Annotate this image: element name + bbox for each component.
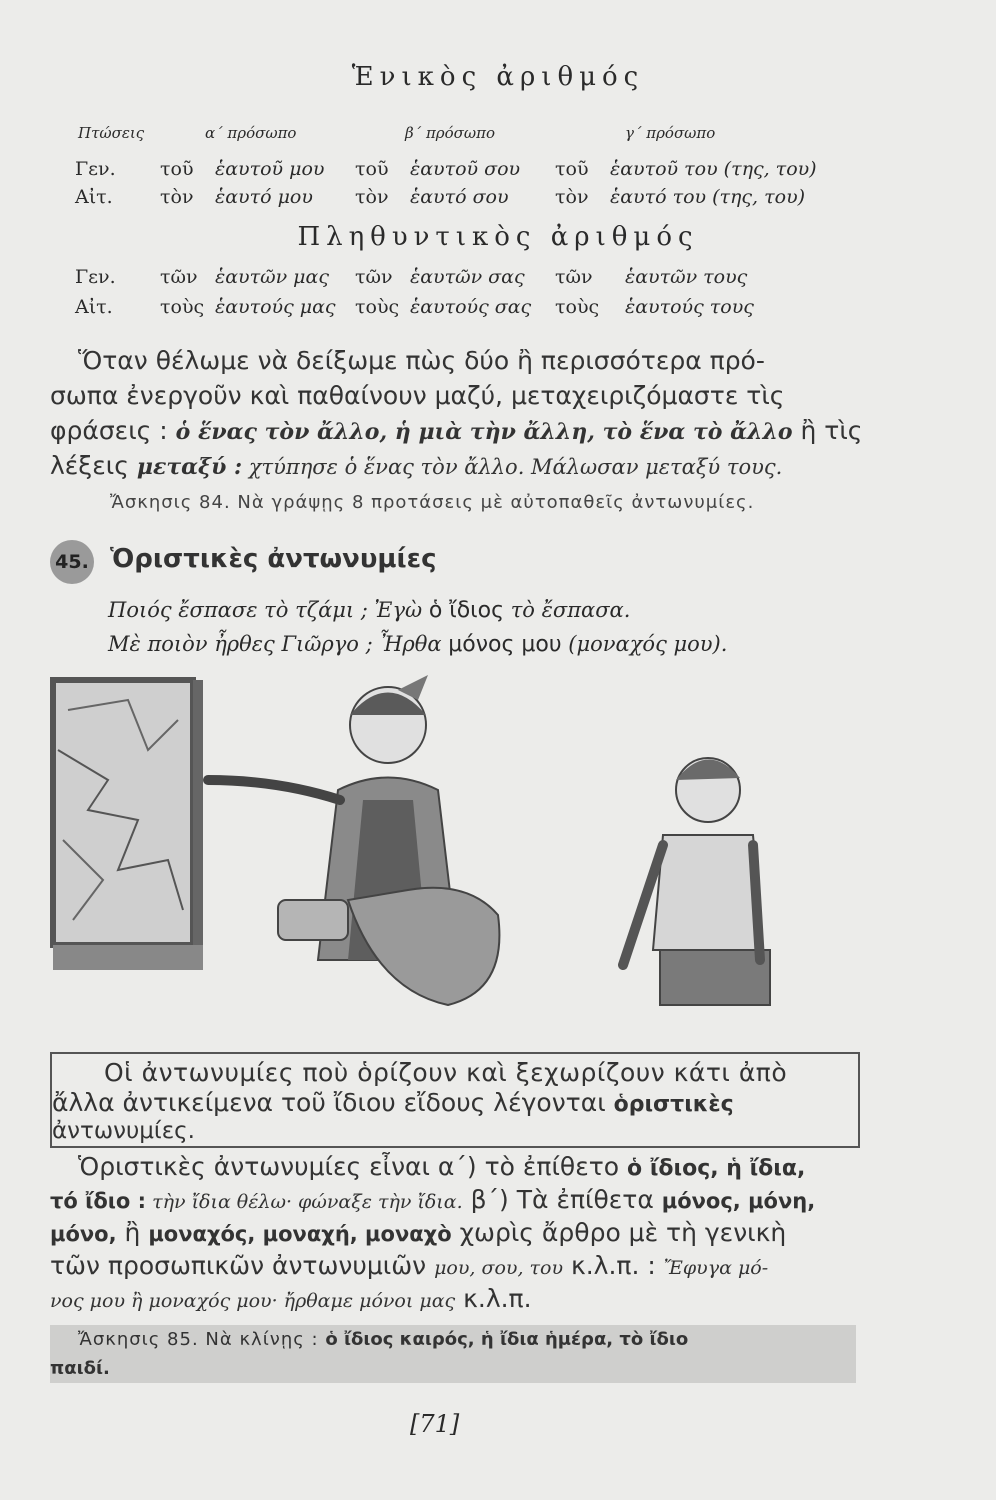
section-title: Ὁριστικὲς ἀντωνυμίες <box>110 544 437 574</box>
text-span: Ἄσκησις 85. Νὰ κλίνῃς : <box>78 1329 326 1350</box>
pronoun: ἑαυτῶν σας <box>410 266 525 288</box>
bold-phrase: ὁριστικὲς <box>613 1092 734 1117</box>
article: τοὺς <box>160 296 205 318</box>
table-row <box>75 296 754 318</box>
text-span: φράσεις : <box>50 416 176 445</box>
pronoun: ἑαυτοῦ σου <box>410 158 521 180</box>
second-person-header: β΄ πρόσωπο <box>405 124 496 142</box>
paragraph-line <box>50 451 782 480</box>
pronoun: ἑαυτό μου <box>215 186 313 208</box>
pronoun: ἑαυτῶν τους <box>625 266 748 288</box>
text-span: λέξεις <box>50 451 137 480</box>
text-span: ἢ <box>116 1218 149 1247</box>
pronoun: ἑαυτοῦ του (της, του) <box>610 158 817 180</box>
third-person-header: γ΄ πρόσωπο <box>625 124 716 142</box>
paragraph-line <box>50 1218 786 1247</box>
exercise-85-continued: παιδί. <box>50 1358 110 1379</box>
section-number-badge: 45. <box>50 540 94 584</box>
highlight-phrase: ὁ ἴδιος <box>428 598 505 623</box>
article: τῶν <box>160 266 198 288</box>
paragraph-line <box>50 1185 815 1214</box>
exercise-85 <box>78 1329 688 1350</box>
text-span: τῶν προσωπικῶν ἀντωνυμιῶν <box>50 1251 435 1280</box>
bold-phrase: μόνο, <box>50 1222 117 1246</box>
text-span: κ.λ.π. <box>455 1284 532 1313</box>
italic-example: τὴν ἴδια θέλω· φώναξε τὴν ἴδια. <box>146 1191 463 1213</box>
article: τὸν <box>555 186 589 208</box>
paragraph-line <box>50 1251 768 1280</box>
exercise-84: Ἄσκησις 84. Νὰ γράψῃς 8 προτάσεις μὲ αὐτοπαθεῖς ἀντωνυμίες. <box>110 492 755 513</box>
pronoun: ἑαυτοῦ μου <box>215 158 325 180</box>
text-span: Ὁριστικὲς ἀντωνυμίες εἶναι α΄) τὸ ἐπίθετο <box>78 1152 628 1181</box>
example-line <box>108 632 727 657</box>
bold-phrase: ὁ ἴδιος καιρός, ἡ ἴδια ἡμέρα, τὸ ἴδιο <box>325 1329 689 1350</box>
italic-example: Ἔφυγα μό- <box>663 1257 769 1279</box>
highlight-phrase: μόνος μου <box>448 632 562 657</box>
paragraph-line: Ὅταν θέλωμε νὰ δείξωμε πὼς δύο ἢ περισσότερα πρό- <box>78 346 765 375</box>
article: τοὺς <box>355 296 400 318</box>
paragraph-line: σωπα ἐνεργοῦν καὶ παθαίνουν μαζύ, μεταχειριζόμαστε τὶς <box>50 381 785 410</box>
text-span: τὸ ἔσπασα. <box>504 598 631 622</box>
pronoun: ἑαυτῶν μας <box>215 266 329 288</box>
bold-phrase: τό ἴδιο : <box>50 1189 147 1213</box>
pronoun: ἑαυτούς τους <box>625 296 754 318</box>
italic-example: μου, σου, του <box>434 1257 564 1279</box>
definition-line: ἀντωνυμίες. <box>52 1118 195 1144</box>
paragraph-line <box>50 1284 532 1313</box>
pronoun: ἑαυτό του (της, του) <box>610 186 806 208</box>
plural-title: Πληθυντικὸς ἀριθμός <box>297 222 699 252</box>
definition-line <box>52 1088 734 1117</box>
text-span: ἄλλα ἀντικείμενα τοῦ ἴδιου εἴδους λέγονται <box>52 1088 614 1117</box>
text-span: χωρὶς ἄρθρο μὲ τὴ γενικὴ <box>451 1218 787 1247</box>
text-span: Μὲ ποιὸν ἦρθες Γιῶργο ; Ἦρθα <box>108 632 449 656</box>
cases-header: Πτώσεις <box>78 124 145 142</box>
paragraph-line <box>78 1152 805 1181</box>
boy-figure <box>623 758 770 1005</box>
article: τοῦ <box>355 158 389 180</box>
table-row <box>75 158 817 180</box>
pronoun: ἑαυτούς σας <box>410 296 532 318</box>
definition-line: Οἱ ἀντωνυμίες ποὺ ὁρίζουν καὶ ξεχωρίζουν κάτι ἀπὸ <box>104 1058 788 1087</box>
bold-phrase: ὁ ἕνας τὸν ἄλλο, ἡ μιὰ τὴν ἄλλη, τὸ ἕνα τὸ ἄλλο <box>175 419 793 445</box>
page-number: [71] <box>410 1410 460 1438</box>
bold-phrase: ὁ ἴδιος, ἡ ἴδια, <box>627 1156 806 1181</box>
pronoun: ἑαυτούς μας <box>215 296 336 318</box>
first-person-header: α΄ πρόσωπο <box>205 124 297 142</box>
text-span: κ.λ.π. : <box>563 1251 664 1280</box>
article: τοὺς <box>555 296 600 318</box>
article: τοῦ <box>555 158 589 180</box>
article: τῶν <box>555 266 593 288</box>
bold-phrase: μοναχός, μοναχή, μοναχὸ <box>148 1222 452 1246</box>
case-label: Γεν. <box>75 266 116 288</box>
case-label: Γεν. <box>75 158 116 180</box>
bold-phrase: μεταξύ : <box>136 454 243 480</box>
italic-example: νος μου ἢ μοναχός μου· ἤρθαμε μόνοι μας <box>50 1290 456 1312</box>
case-label: Αἰτ. <box>75 296 113 318</box>
text-span: ἢ τὶς <box>792 416 863 445</box>
text-span: (μοναχός μου). <box>561 632 728 656</box>
pronoun: ἑαυτό σου <box>410 186 509 208</box>
woman-figure <box>208 675 499 1005</box>
paragraph-line <box>50 416 862 445</box>
illustration <box>48 660 868 1035</box>
text-span: Ποιός ἔσπασε τὸ τζάμι ; Ἐγὼ <box>108 598 429 622</box>
broken-window-icon <box>53 680 203 970</box>
article: τὸν <box>355 186 389 208</box>
singular-title: Ἑνικὸς ἀριθμός <box>351 62 645 92</box>
article: τὸν <box>160 186 194 208</box>
table-row <box>75 266 747 288</box>
bold-phrase: μόνος, μόνη, <box>661 1189 816 1213</box>
text-span: β΄) Τὰ ἐπίθετα <box>462 1185 662 1214</box>
italic-example: χτύπησε ὁ ἕνας τὸν ἄλλο. Μάλωσαν μεταξύ τους. <box>242 455 783 479</box>
example-line <box>108 598 630 623</box>
table-row <box>75 186 805 208</box>
article: τοῦ <box>160 158 194 180</box>
article: τῶν <box>355 266 393 288</box>
case-label: Αἰτ. <box>75 186 113 208</box>
